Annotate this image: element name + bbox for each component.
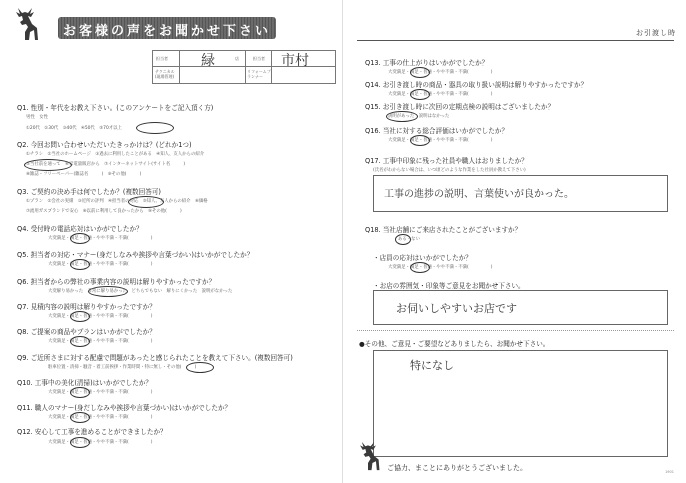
technical-label: テクニカル(現場管理) [155,69,175,79]
question-q7: Q7. 見積内容の説明は解りやすかったですか？ [17,303,156,311]
question-q18: Q18. 当社店舗にご来店されたことがございますか？ [365,226,522,234]
answer-q11: 大変満足・満足・普通・やや不満・不満( ) [48,415,153,420]
answer-circle-q3 [128,196,164,208]
answer-circle-staff [410,262,430,273]
question-q1: Q1. 性別・年代をお教え下さい。(このアンケートをご記入頂く方) [17,104,214,112]
planner-label: リフォームプランナー [247,69,271,79]
question-other: ●その他、ご意見・ご要望などありましたら、お聞かせ下さい。 [359,340,550,348]
q17-handwriting: 工事の進捗の説明、言葉使いが良かった。 [384,189,574,200]
answer-q2-line3: ⑧雑誌・フリーペーパー(雑誌名 ) ⑨その他( ) [26,172,142,177]
closing-message: ご協力、まことにありがとうございました。 [387,464,527,472]
answer-q6: 大変解り易かった 非常に解り易かった どちらでもない 解りにくかった 説明がなかった [48,289,233,294]
question-staff: ・店員の応対はいかがでしたか？ [373,254,472,262]
question-q4: Q4. 受付時の電話応対はいかがでしたか？ [17,225,143,233]
answer-staff: 大変満足・満足・普通・やや不満・不満( ) [388,265,493,270]
answer-circle-q6 [88,286,128,297]
answer-q1-line1: 男性 女性 [26,115,48,120]
answer-q1-line2: ①20代 ②30代 ③40代 ④50代 ⑤70才以上 [26,126,122,131]
page-number: 1901 [665,470,674,474]
answer-q7: 大変満足・満足・普通・やや不満・不満( ) [48,314,153,319]
survey-right-page [343,0,686,483]
question-store-impression: ・お店の雰囲気・印象等ご意見をお聞かせ下さい。 [373,282,525,290]
survey-banner [58,17,276,39]
answer-circle-q4 [70,233,90,244]
question-q11: Q11. 職人のマナー(身だしなみや挨拶や言葉づかい)はいかがでしたか？ [17,404,232,412]
answer-q16: 大変満足・満足・普通・やや不満・不満( ) [388,138,493,143]
question-q13: Q13. 工事の仕上がりはいかがでしたか？ [365,59,489,67]
answer-q2-line1: ①チラシ ②当社のホームページ ③過去に利用したことがある ④知人、友人からの紹介 [26,152,205,157]
question-q9: Q9. ご近所さまに対する配慮で問題があったと感じられたことを教えて下さい。(複数回答可) [17,354,293,362]
answer-circle-q8 [70,336,90,347]
header-rule [357,40,674,41]
answer-q5: 大変満足・満足・普通・やや不満・不満( ) [48,262,153,267]
answer-q3-line1: ①プラン ②会社の実績 ③近所の評判 ④担当者の対応 ⑤知人、友人からの紹介 ⑥価格 [26,199,208,204]
section-divider [357,330,674,331]
store-handwriting: 市村 [281,53,309,69]
person-label-2: 担当者 [253,56,265,61]
question-q3: Q3. ご契約の決め手は何でしたか？(複数回答可) [17,188,162,196]
answer-circle-q11 [70,412,90,423]
other-handwriting: 特になし [410,359,454,372]
answer-circle-q13 [410,67,430,78]
answer-circle-q16 [410,135,430,146]
answer-q12: 大変満足・満足・普通・やや不満・不満( ) [48,440,153,445]
staff-info-box [152,50,336,84]
answer-circle-q1 [136,122,174,134]
question-q14: Q14. お引き渡し時の商品・器具の取り扱い説明は解りやすかったですか？ [365,81,588,89]
answer-q14: 大変満足・満足・普通・やや不満・不満( ) [388,92,493,97]
answer-circle-q9 [186,362,214,373]
question-q16: Q16. 当社に対する総合評価はいかがでしたか？ [365,127,509,135]
answer-q10: 大変満足・満足・普通・やや不満・不満( ) [48,390,153,395]
question-q17: Q17. 工事中印象に残った社員や職人はおりましたか？ [365,157,528,165]
question-q8: Q8. ご提案の商品やプランはいかがでしたか？ [17,328,156,336]
answer-circle-q2 [24,159,72,171]
answer-q4: 大変満足・満足・普通・やや不満・不満( ) [48,236,153,241]
answer-q18: ある・ない [398,237,420,242]
person-handwriting: 緑 [201,53,215,69]
question-q12: Q12. 安心して工事を進めることができましたか？ [17,428,167,436]
answer-circle-q10 [70,387,90,398]
answer-q2-line2: ⑤当社前を通って ⑥家電量販店から ⑦インターネットサイト(サイト名 ) [26,162,186,167]
answer-q8: 大変満足・満足・普通・やや不満・不満( ) [48,339,153,344]
person-label: 担当者 [156,56,168,61]
survey-title: お客様の声をお聞かせ下さい [62,24,271,39]
answer-q13: 大変満足・満足・普通・やや不満・不満( ) [388,70,493,75]
answer-q9: 駐車位置・清掃・騒音・着工前挨拶・作業時間・特に無し・その他( ) [48,365,197,370]
answer-q3-line2: ⑦流用ガスブランドで安心 ⑧以前に利用して良かったから ⑨その他( ) [26,209,182,214]
answer-circle-q12 [70,437,90,448]
store-handwriting-answer: お伺いしやすいお店です [396,302,517,315]
handover-title: お引渡し時 [636,29,676,37]
answer-circle-q15 [386,111,418,122]
question-q5: Q5. 担当者の対応・マナー(身だしなみや挨拶や言葉づかい)はいかがでしたか？ [17,251,254,259]
other-comments-box [373,350,668,457]
deer-logo-icon [8,6,42,42]
answer-circle-q18 [395,234,411,245]
answer-circle-q5 [70,259,90,270]
answer-q17-note: (氏名がわからない場合は、いつ頃どのような作業をした社員か教えて下さい) [373,168,526,173]
answer-circle-q14 [410,89,430,100]
answer-circle-q7 [70,311,90,322]
deer-logo-icon [353,440,383,472]
q17-answer-box [373,175,668,212]
store-label: 店 [235,56,239,61]
question-q10: Q10. 工事中の美化(清掃)はいかがでしたか？ [17,379,153,387]
answer-q15: 説明があった 説明はなかった [388,114,450,119]
store-impression-box [373,290,668,325]
question-q15: Q15. お引き渡し時に次回の定期点検の説明はございましたか？ [365,103,555,111]
question-q6: Q6. 担当者からの弊社の事業内容の説明は解りやすかったですか？ [17,278,216,286]
question-q2: Q2. 今回お問い合わせいただいたきっかけは？(どれか1つ) [17,141,192,149]
